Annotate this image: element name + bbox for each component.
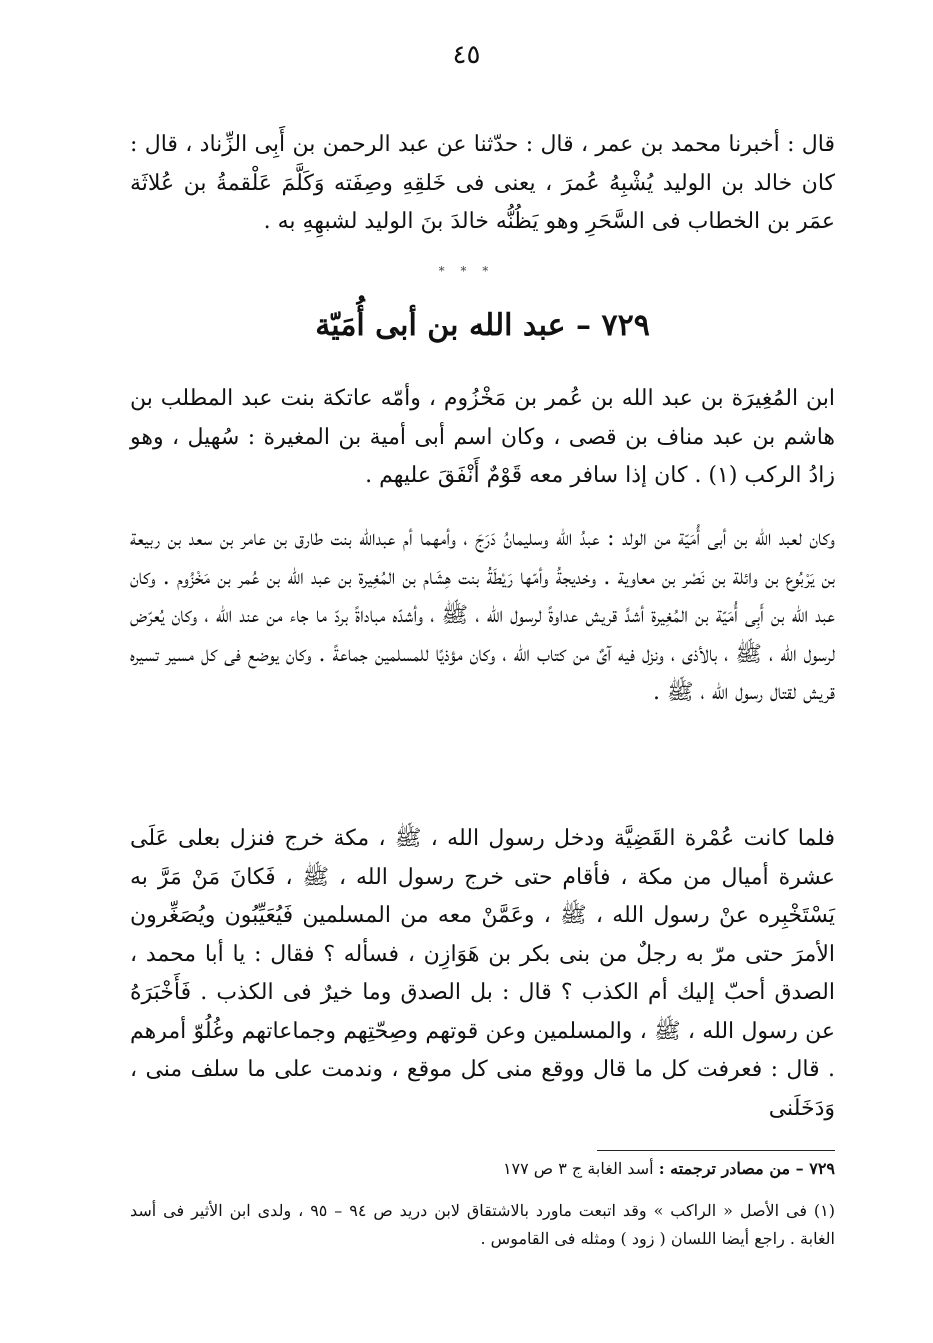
lineage-text: ابن المُغِيرَة بن عبد الله بن عُمر بن مَخْزُوم ، وأمّه عاتكة بنت عبد المطلب بن هاشم بن عبد مناف بن قصى ، وكان اسم أبى أمية بن المغيرة : سُهيل ، وهو زادُ الركب (١) . كان إذا سافر معه قَوْمٌ أَنْفَقَ عليهم . <box>130 386 835 488</box>
lineage-paragraph <box>130 380 835 496</box>
section-divider: * * * <box>438 264 495 278</box>
footnote-rule <box>597 1150 835 1151</box>
footnote-source-value: أسد الغابة ج ٣ ص ١٧٧ <box>502 1159 654 1178</box>
children-text: وكان لعبد الله بن أبى أُمَيّة من الولد : عبدُ الله وسليمانُ دَرَجَ ، وأمهما أم عبدالله بنت طارق بن عامر بن سعد بن ربيعة بن يَرْبُوع بن وائلة بن نَصْر بن معاوية . وخديجةُ وأمّها رَيْطَةُ بنت هِشَام بن المُغِيرة بن عبد الله بن عُمر بن مَخْزُوم . وكان عبد الله بن أَبِى أُمَيّة بن المُغِيرة أشدَّ قريش عداوةً لرسول الله ، ﷺ ، وأشدّه مباداةً بردّ ما جاء من عند الله ، وكان يُعرّض لرسول الله ، ﷺ ، بالأذى ، ونزل فيه آىٌ من كتاب الله ، وكان مؤذيًا للمسلمين جماعةً . وكان يوضع فى كل مسير تسيره قريش لقتال رسول الله ، ﷺ . <box>130 526 835 705</box>
intro-text: قال : أخبرنا محمد بن عمر ، قال : حدّثنا عن عبد الرحمن بن أَبِى الزِّناد ، قال : كان خالد بن الوليد يُشْبِهُ عُمرَ ، يعنى فى خَلقِهِ وصِفَته وَكَلَّمَ عَلْقمةُ بن عُلاثَة عمَر بن الخطاب فى السَّحَرِ وهو يَظُنُّه خالدَ بنَ الوليد لشبهِهِ به . <box>130 132 835 234</box>
footnotes <box>130 1155 835 1253</box>
page-number: ٤٥ <box>452 40 481 70</box>
children-paragraph <box>130 520 835 713</box>
footnote-sources <box>130 1155 835 1183</box>
footnote-source-label: ٧٢٩ – من مصادر ترجمته : <box>658 1159 835 1178</box>
entry-heading: ٧٢٩ – عبد الله بن أبى أُمَيّة <box>315 308 650 343</box>
umra-text: فلما كانت عُمْرة القَضِيَّة ودخل رسول الله ، ﷺ ، مكة خرج فنزل بعلى عَلَى عشرة أميال من مكة ، فأقام حتى خرج رسول الله ، ﷺ ، فَكانَ مَنْ مَرَّ به يَسْتَخْبِره عنْ رسول الله ، ﷺ ، وعَمَّنْ معه من المسلمين فَيُعَيِّبُون ويُصَغِّرون الأمرَ حتى مرّ به رجلٌ من بنى بكر بن هَوَازِن ، فسأله ؟ فقال : يا أبا محمد ، الصدق أحبّ إليك أم الكذب ؟ قال : بل الصدق وما خيرٌ فى الكذب . فَأَخْبَرَهُ عن رسول الله ، ﷺ ، والمسلمين وعن قوتهم وصِحّتِهم وجماعاتهم وغُلُوّ أمرهم . قال : فعرفت كل ما قال ووقع منى كل موقع ، وندمت على ما سلف منى ، وَدَخَلَنى <box>130 826 835 1121</box>
intro-paragraph <box>130 126 835 242</box>
footnote-1: (١) فى الأصل « الراكب » وقد اتبعت ماورد بالاشتقاق لابن دريد ص ٩٤ – ٩٥ ، ولدى ابن الأثير فى أسد الغابة . راجع أيضا اللسان ( زود ) ومثله فى القاموس . <box>130 1201 835 1248</box>
umra-paragraph <box>130 820 835 1128</box>
